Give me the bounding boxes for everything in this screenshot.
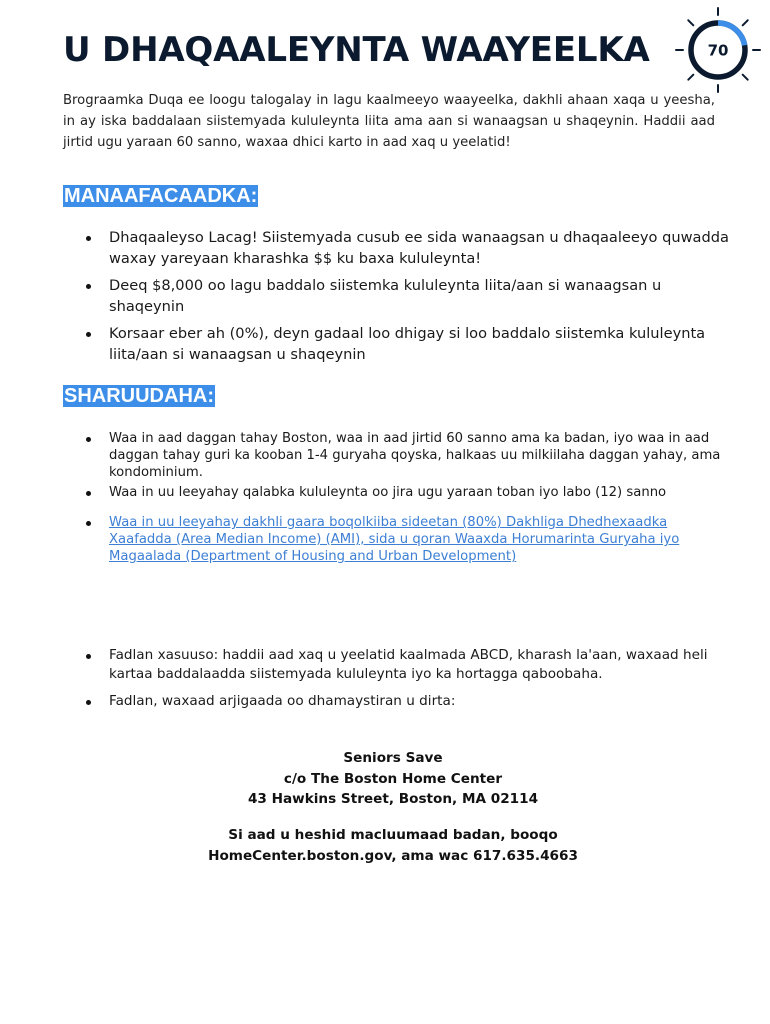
list-item: Dhaqaaleyso Lacag! Siistemyada cusub ee sida wanaagsan u dhaqaaleeyo quwadda waxay yareyaan kharashka $$ ku baxa kululeynta! <box>63 227 733 269</box>
ami-info-link[interactable]: Waa in uu leeyahay dakhli gaara boqolkiiba sideetan (80%) Dakhliga Dhedhexaadka Xaafadda (Area Median Income) (AMI), sida u qoran Waaxda Horumarinta Guryaha iyo Magaalada (Department of Housing and Urban Development) <box>109 515 680 564</box>
requirements-heading: SHARUUDAHA: <box>64 385 214 407</box>
notes-list <box>63 646 723 719</box>
address-line: c/o The Boston Home Center <box>283 770 503 787</box>
list-item: Fadlan xasuuso: haddii aad xaq u yeelatid kaalmada ABCD, kharash la'aan, waxaad heli kartaa baddalaadda siistemyada kululeynta iyo ka hortagga qaboobaha. <box>63 646 723 684</box>
requirements-list <box>63 430 723 568</box>
contact-line: HomeCenter.boston.gov, ama wac 617.635.4663 <box>208 847 578 864</box>
badge-number: 70 <box>707 41 729 60</box>
address-line: 43 Hawkins Street, Boston, MA 02114 <box>247 791 539 807</box>
page-title: U DHAQAALEYNTA WAAYEELKA <box>63 30 650 70</box>
list-item: Waa in aad daggan tahay Boston, waa in aad jirtid 60 sanno ama ka badan, iyo waa in aad daggan tahay guri ka kooban 1-4 guryaha qoyska, halkaas uu milkiilaha daggan yahay, ama kondominium. <box>63 430 723 481</box>
list-item: Waa in uu leeyahay qalabka kululeynta oo jira ugu yaraan toban iyo labo (12) sanno <box>63 484 723 501</box>
benefits-list <box>63 227 733 371</box>
list-item: Deeq $8,000 oo lagu baddalo siistemka kululeynta liita/aan si wanaagsan u shaqeynin <box>63 275 733 317</box>
list-item: Fadlan, waxaad arjigaada oo dhamaystiran u dirta: <box>63 692 723 711</box>
benefits-heading: MANAAFACAADKA: <box>64 185 258 207</box>
contact-line: Si aad u heshid macluumaad badan, booqo <box>228 827 558 843</box>
list-item: Korsaar eber ah (0%), deyn gadaal loo dhigay si loo baddalo siistemka kululeynta liita/aan si wanaagsan u shaqeynin <box>63 323 733 365</box>
contact-info <box>63 825 723 866</box>
intro-paragraph: Brograamka Duqa ee loogu talogalay in lagu kaalmeeyo waayeelka, dakhli ahaan xaqa u yeesha, in ay iska baddalaan siistemyada kululeynta liita ama aan si wanaagsan u shaqeynin. Haddii aad jirtid ugu yaraan 60 sanno, waxaa dhici karto in aad xaq u yeelatid! <box>63 93 715 150</box>
age-70-badge-icon <box>672 4 764 96</box>
mailing-address <box>63 748 723 810</box>
list-item <box>63 514 723 565</box>
address-line: Seniors Save <box>343 750 443 766</box>
